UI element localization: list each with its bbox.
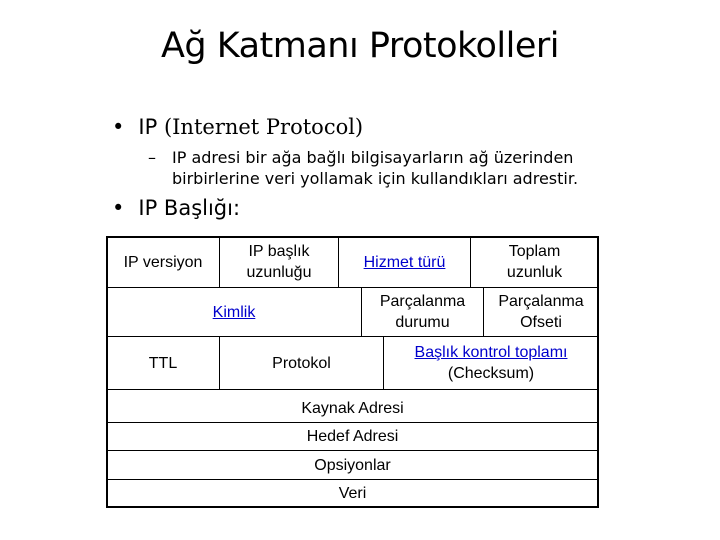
cell-ip-version-label: IP versiyon xyxy=(123,253,203,271)
checksum-link[interactable]: Başlık kontrol toplamı xyxy=(414,344,568,361)
cell-protocol-label: Protokol xyxy=(272,354,331,372)
sub-bullet-text: IP adresi bir ağa bağlı bilgisayarların ağ üzerinden birbirlerine veri yollamak için kullandıkları adrestir. xyxy=(172,148,579,188)
cell-fragment-offset-label: Parçalanma Ofseti xyxy=(498,293,584,331)
bullet-ip-header-text: IP Başlığı: xyxy=(138,196,241,220)
bullet-ip-text: (Internet Protocol) xyxy=(163,115,364,139)
cell-options-label: Opsiyonlar xyxy=(314,456,391,474)
bullet-dot: • xyxy=(112,115,125,139)
table-outer-frame xyxy=(106,236,599,508)
service-type-link[interactable]: Hizmet türü xyxy=(363,253,446,271)
bullet-ip xyxy=(112,115,363,139)
cell-ttl-label: TTL xyxy=(148,354,178,372)
bullet-ip-lead: IP xyxy=(138,115,158,139)
cell-total-length-label: Toplam uzunluk xyxy=(506,243,563,281)
sub-bullet-ip-address xyxy=(148,147,642,189)
checksum-paren: (Checksum) xyxy=(447,365,535,382)
cell-destination-address-label: Hedef Adresi xyxy=(306,428,399,445)
cell-header-length-label: IP başlık uzunluğu xyxy=(246,243,312,281)
bullet-dot: • xyxy=(112,196,125,220)
sub-bullet-dash: – xyxy=(148,148,156,167)
cell-data-label: Veri xyxy=(338,485,367,502)
cell-source-address-label: Kaynak Adresi xyxy=(301,399,404,417)
cell-fragment-state-label: Parçalanma durumu xyxy=(379,293,466,331)
bullet-ip-header xyxy=(112,196,240,220)
identification-link[interactable]: Kimlik xyxy=(212,303,256,321)
page-title: Ağ Katmanı Protokolleri xyxy=(160,26,560,66)
